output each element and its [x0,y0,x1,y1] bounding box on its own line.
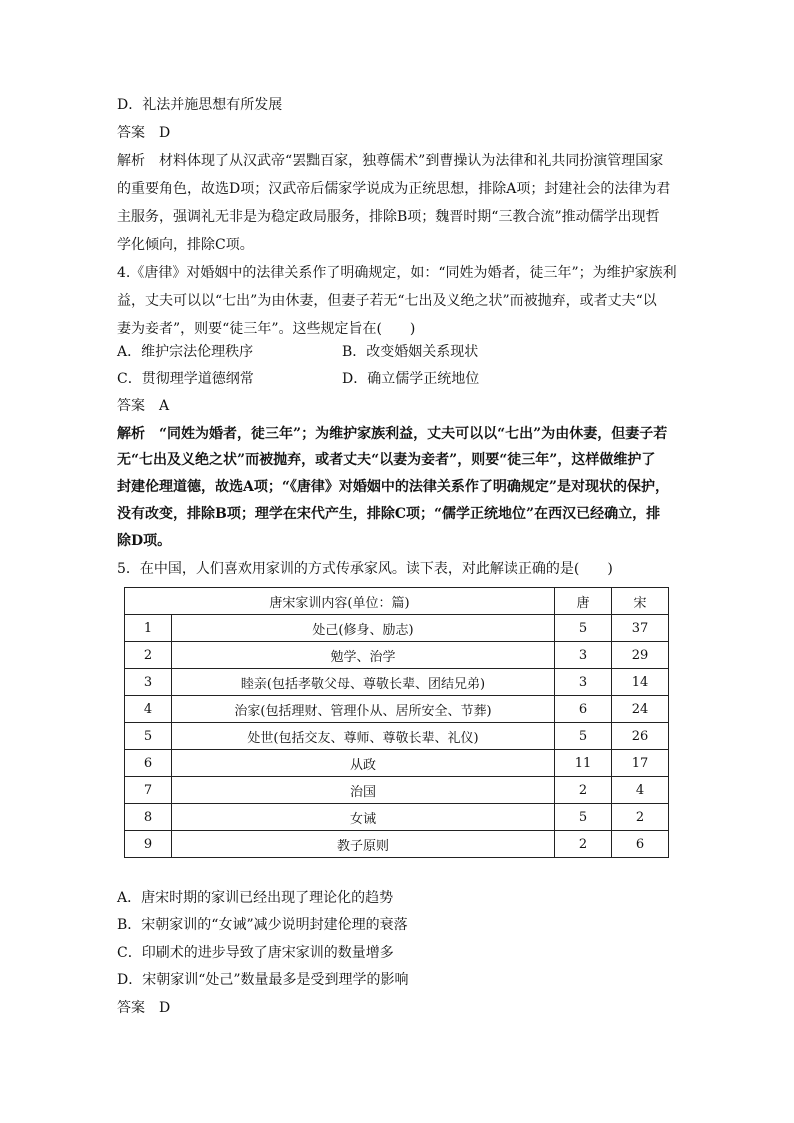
table-cell: 2 [555,777,612,804]
table-cell: 37 [612,615,669,642]
table-cell: 4 [612,777,669,804]
family-instructions-table [124,587,669,858]
table-row [125,804,669,831]
table-cell: 6 [555,696,612,723]
q4-analysis-line: 除D项。 [117,533,172,549]
table-row [125,669,669,696]
table-cell: 3 [125,669,172,696]
q4-stem-line: 妻为妾者”，则要“徒三年”。这些规定旨在( ) [117,321,416,337]
table-cell: 26 [612,723,669,750]
table-header-cell: 唐宋家训内容(单位：篇) [125,588,555,615]
table-cell: 7 [125,777,172,804]
table-cell: 4 [125,696,172,723]
q3-analysis-line: 主服务，强调礼无非是为稳定政局服务，排除B项；魏晋时期“三教合流”推动儒学出现哲 [117,209,660,225]
q4-analysis-line: 无“七出及义绝之状”而被抛弃，或者丈夫“以妻为妾者”，则要“徒三年”，这样做维护了 [117,452,656,468]
table-cell: 8 [125,804,172,831]
table-cell: 睦亲(包括孝敬父母、尊敬长辈、团结兄弟) [172,669,555,696]
q3-analysis-line: 学化倾向，排除C项。 [117,237,254,253]
table-cell: 5 [555,615,612,642]
table-cell: 5 [555,723,612,750]
q3-analysis-line: 解析 材料体现了从汉武帝“罢黜百家，独尊儒术”到曹操认为法律和礼共同扮演管理国家 [117,153,664,169]
q5-option-a: A．唐宋时期的家训已经出现了理论化的趋势 [117,890,394,906]
table-cell: 3 [555,669,612,696]
q3-answer: 答案 D [117,125,171,141]
table-cell: 6 [125,750,172,777]
q4-analysis-line: 没有改变，排除B项；理学在宋代产生，排除C项；“儒学正统地位”在西汉已经确立，排 [117,506,661,522]
table-cell: 处世(包括交友、尊师、尊敬长辈、礼仪) [172,723,555,750]
table-cell: 3 [555,642,612,669]
table-header-row [125,588,669,615]
table-row [125,696,669,723]
q5-answer: 答案 D [117,1000,171,1016]
table-cell: 治家(包括理财、管理仆从、居所安全、节葬) [172,696,555,723]
q3-analysis-line: 的重要角色，故选D项；汉武帝后儒家学说成为正统思想，排除A项；封建社会的法律为君 [117,181,671,197]
q5-option-b: B．宋朝家训的“女诫”减少说明封建伦理的衰落 [117,917,408,933]
q4-option-d: D．确立儒学正统地位 [342,371,480,387]
table-cell: 女诫 [172,804,555,831]
q5-stem: 5．在中国，人们喜欢用家训的方式传承家风。读下表，对此解读正确的是( ) [117,561,613,577]
q5-option-c: C．印刷术的进步导致了唐宋家训的数量增多 [117,945,394,961]
q4-stem-line: 益，丈夫可以以“七出”为由休妻，但妻子若无“七出及义绝之状”而被抛弃，或者丈夫“以 [117,293,657,309]
table-header-cell: 唐 [555,588,612,615]
table-cell: 2 [125,642,172,669]
table-cell: 处己(修身、励志) [172,615,555,642]
table-cell: 5 [125,723,172,750]
q4-analysis-line: 封建伦理道德，故选A项；“《唐律》对婚姻中的法律关系作了明确规定”是对现状的保护， [117,479,669,495]
table-cell: 1 [125,615,172,642]
table-cell: 9 [125,831,172,858]
q4-options-row [117,370,682,388]
q5-option-d: D．宋朝家训“处己”数量最多是受到理学的影响 [117,972,409,988]
table-cell: 教子原则 [172,831,555,858]
q4-answer: 答案 A [117,398,170,414]
table-row [125,615,669,642]
q3-option-d: D．礼法并施思想有所发展 [117,97,283,113]
table-cell: 29 [612,642,669,669]
q4-stem-line: 4.《唐律》对婚姻中的法律关系作了明确规定，如：“同姓为婚者，徒三年”；为维护家族利 [117,265,677,281]
table-row [125,777,669,804]
table-row [125,831,669,858]
q4-options-row [117,343,682,361]
table-cell: 5 [555,804,612,831]
table-cell: 2 [555,831,612,858]
table-cell: 从政 [172,750,555,777]
table-cell: 11 [555,750,612,777]
table-cell: 24 [612,696,669,723]
table-row [125,750,669,777]
table-cell: 2 [612,804,669,831]
table-cell: 17 [612,750,669,777]
q4-option-b: B．改变婚姻关系现状 [342,344,479,360]
q4-option-c: C．贯彻理学道德纲常 [117,371,254,387]
q4-analysis-line: 解析 “同姓为婚者，徒三年”；为维护家族利益，丈夫可以以“七出”为由休妻，但妻子若 [117,426,668,442]
table-cell: 勉学、治学 [172,642,555,669]
table-row [125,642,669,669]
table-row [125,723,669,750]
table-cell: 治国 [172,777,555,804]
q4-option-a: A．维护宗法伦理秩序 [117,344,254,360]
table-cell: 6 [612,831,669,858]
table-header-cell: 宋 [612,588,669,615]
table-cell: 14 [612,669,669,696]
